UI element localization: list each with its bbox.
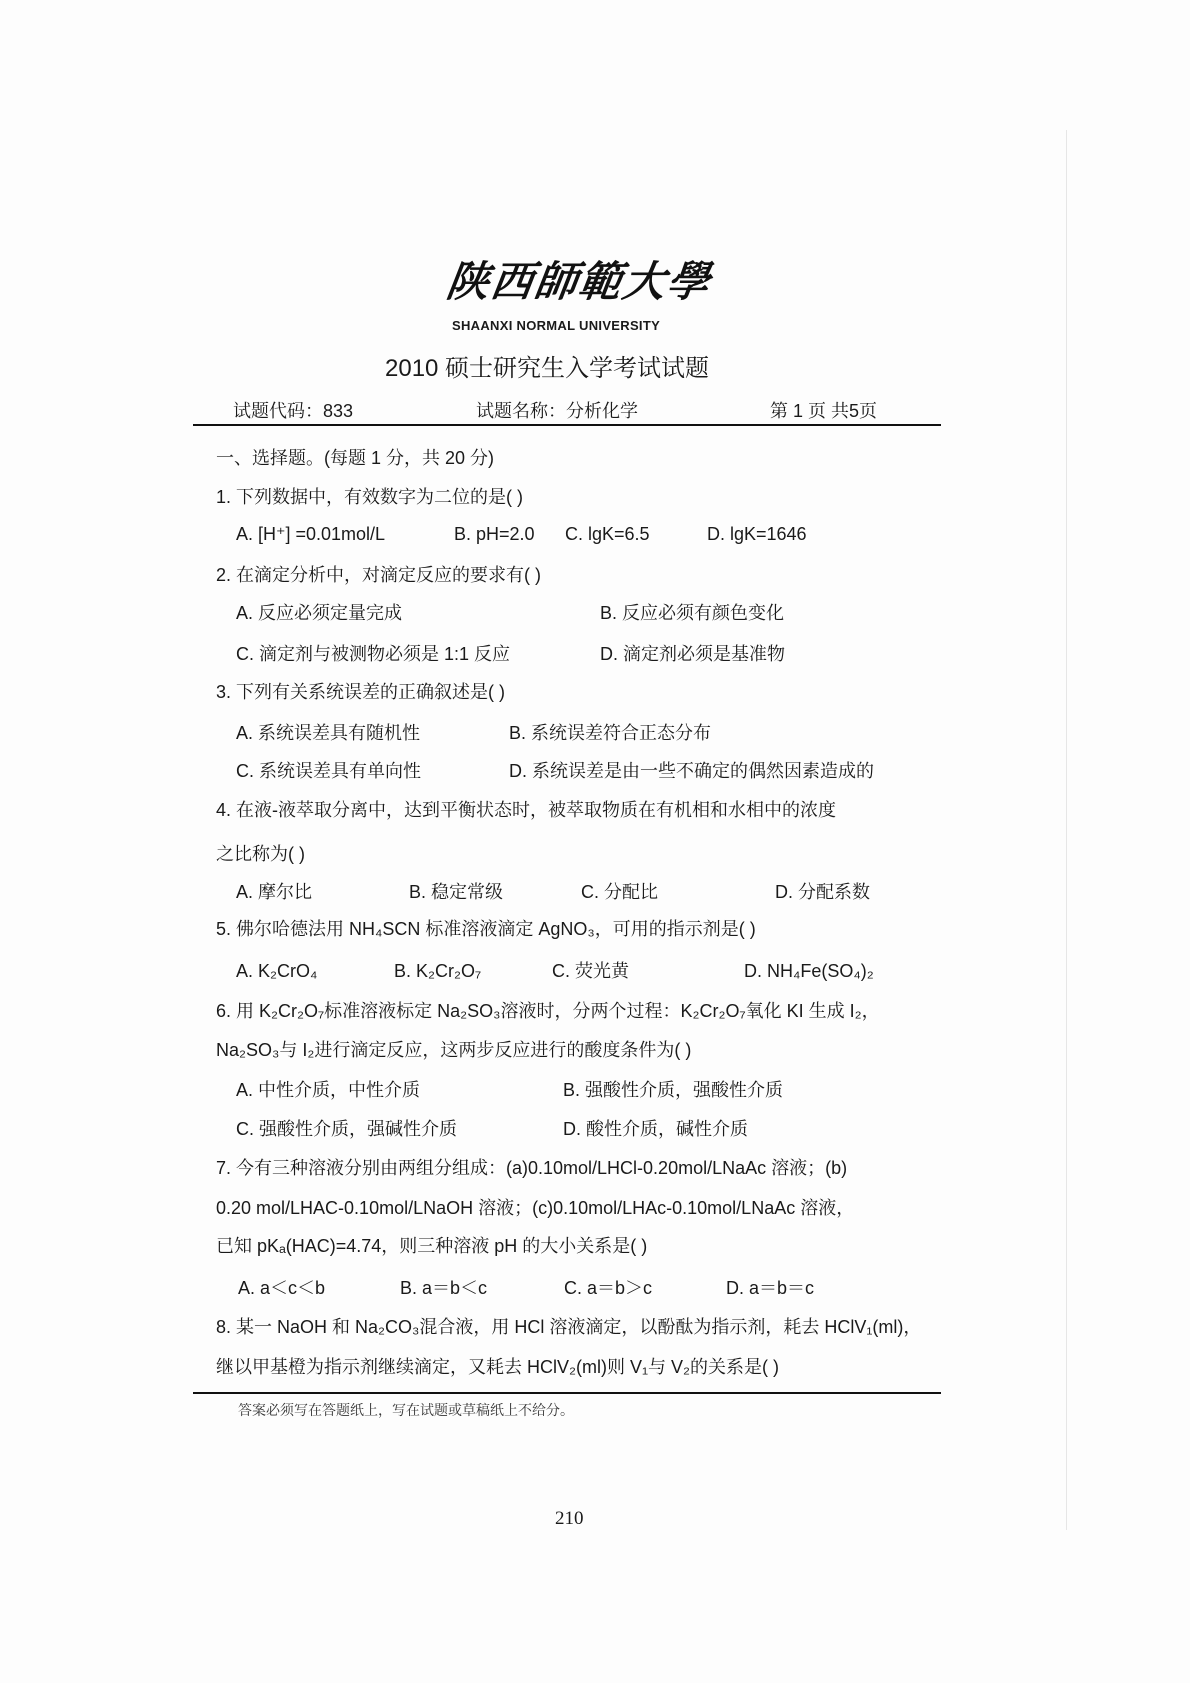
question-4: 4. 在液-液萃取分离中，达到平衡状态时，被萃取物质在有机相和水相中的浓度 [216,800,837,820]
q4-option-b: B. 稳定常级 [409,882,504,902]
q6-option-a: A. 中性介质，中性介质 [236,1080,421,1100]
q5-option-b: B. K₂Cr₂O₇ [394,961,482,981]
q5-option-c: C. 荧光黄 [552,961,630,981]
q7-option-b: B. a＝b＜c [400,1278,488,1298]
q6-option-d: D. 酸性介质，碱性介质 [563,1119,749,1139]
exam-subject: 试题名称：分析化学 [476,401,638,421]
q6-option-c: C. 强酸性介质，强碱性介质 [236,1119,457,1139]
question-8: 8. 某一 NaOH 和 Na₂CO₃混合液，用 HCl 溶液滴定，以酚酞为指示剂，耗去 HClV₁(ml)， [216,1317,922,1337]
question-4-cont: 之比称为( ) [216,844,305,864]
q6-option-b: B. 强酸性介质，强酸性介质 [563,1080,784,1100]
q3-option-a: A. 系统误差具有随机性 [236,723,421,743]
question-6: 6. 用 K₂Cr₂O₇标准溶液标定 Na₂SO₃溶液时，分两个过程：K₂Cr₂O₇氧化 KI 生成 I₂， [216,1001,880,1021]
question-3: 3. 下列有关系统误差的正确叙述是( ) [216,682,506,702]
page-number: 210 [555,1508,584,1529]
university-name-en: SHAANXI NORMAL UNIVERSITY [452,318,661,333]
q3-option-b: B. 系统误差符合正态分布 [509,723,712,743]
section-heading: 一、选择题。(每题 1 分，共 20 分) [216,448,495,468]
q5-option-d: D. NH₄Fe(SO₄)₂ [744,961,874,981]
q3-option-d: D. 系统误差是由一些不确定的偶然因素造成的 [509,761,874,781]
q1-option-a: A. [H⁺] =0.01mol/L [236,524,386,544]
question-6-cont: Na₂SO₃与 I₂进行滴定反应，这两步反应进行的酸度条件为( ) [216,1040,692,1060]
scan-edge [1066,130,1067,1530]
q7-option-a: A. a＜c＜b [238,1278,326,1298]
question-7-cont-2: 已知 pKₐ(HAC)=4.74，则三种溶液 pH 的大小关系是( ) [216,1236,648,1256]
question-7: 7. 今有三种溶液分别由两组分组成：(a)0.10mol/LHCl-0.20mol/LNaAc 溶液；(b) [216,1158,848,1178]
q4-option-c: C. 分配比 [581,882,659,902]
question-8-cont: 继以甲基橙为指示剂继续滴定，又耗去 HClV₂(ml)则 V₁与 V₂的关系是( ) [216,1357,780,1377]
q7-option-c: C. a＝b＞c [564,1278,653,1298]
page-indicator: 第 1 页 共5页 [770,401,878,421]
q1-option-b: B. pH=2.0 [454,524,535,544]
q2-option-b: B. 反应必须有颜色变化 [600,603,785,623]
q3-option-c: C. 系统误差具有单向性 [236,761,422,781]
q1-option-d: D. lgK=1646 [707,524,807,544]
footer-divider [193,1392,941,1394]
q2-option-a: A. 反应必须定量完成 [236,603,403,623]
q2-option-d: D. 滴定剂必须是基准物 [600,644,786,664]
question-2: 2. 在滴定分析中，对滴定反应的要求有( ) [216,565,542,585]
question-5: 5. 佛尔哈德法用 NH₄SCN 标准溶液滴定 AgNO₃，可用的指示剂是( ) [216,919,756,939]
q5-option-a: A. K₂CrO₄ [236,961,318,981]
q4-option-d: D. 分配系数 [775,882,871,902]
exam-title: 2010 硕士研究生入学考试试题 [385,355,710,382]
footer-note: 答案必须写在答题纸上，写在试题或草稿纸上不给分。 [238,1402,574,1418]
university-logo: 陕西師範大學 [443,257,715,306]
q1-option-c: C. lgK=6.5 [565,524,650,544]
question-7-cont-1: 0.20 mol/LHAC-0.10mol/LNaOH 溶液；(c)0.10mol/LHAc-0.10mol/LNaAc 溶液， [216,1198,855,1218]
q7-option-d: D. a＝b＝c [726,1278,815,1298]
header-divider [193,424,941,426]
exam-code: 试题代码：833 [233,401,354,421]
question-1: 1. 下列数据中，有效数字为二位的是( ) [216,487,524,507]
q2-option-c: C. 滴定剂与被测物必须是 1:1 反应 [236,644,511,664]
q4-option-a: A. 摩尔比 [236,882,313,902]
